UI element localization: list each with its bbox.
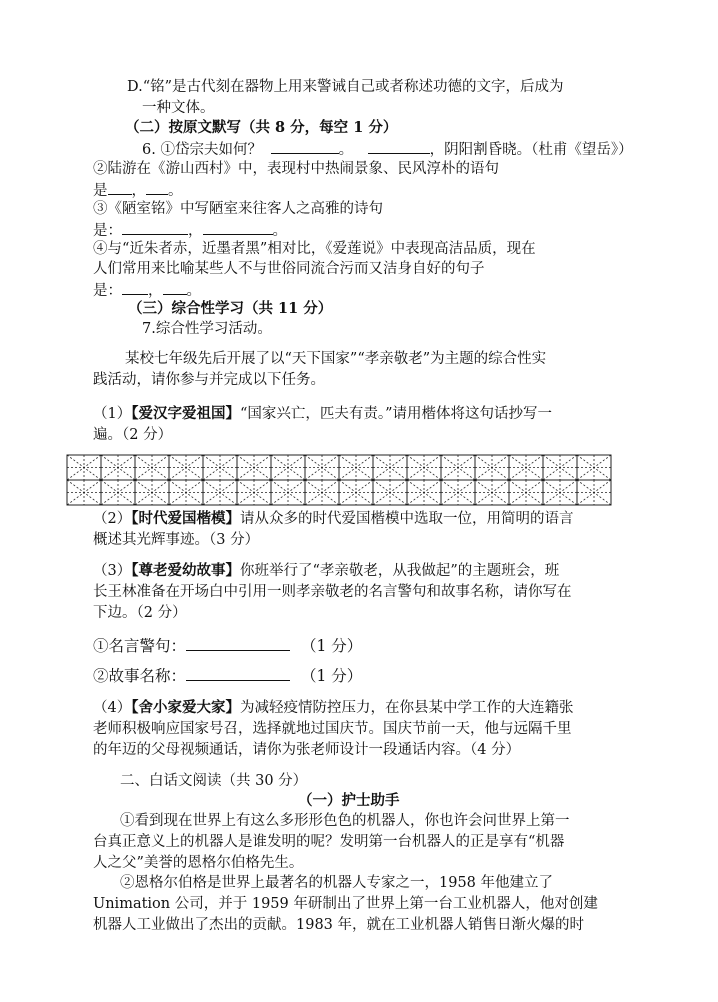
task-number: （2） <box>93 511 132 527</box>
text-line: 下边。（2 分） <box>93 605 187 621</box>
answer-line <box>93 666 362 685</box>
task-number: （3） <box>93 563 132 579</box>
answer-line <box>93 636 362 655</box>
text-line: D.“铭”是古代刻在器物上用来警诫自己或者称述功德的文字，后成为 <box>127 79 564 95</box>
text-line: 的年迈的父母视频通话，请你为张老师设计一段通话内容。（4 分） <box>93 742 521 758</box>
task-title: 【舍小家爱大家】 <box>131 699 240 716</box>
task-title: 【爱汉字爱祖国】 <box>131 405 240 422</box>
punctuation: 。 <box>168 183 183 199</box>
question-line <box>93 280 201 300</box>
score-note: （1 分） <box>300 667 363 685</box>
score-note: （1 分） <box>300 637 363 655</box>
task-text: 你班举行了“孝亲敬老，从我做起”的主题班会，班 <box>239 563 560 579</box>
section-heading: （二）按原文默写（共 8 分，每空 1 分） <box>125 119 398 136</box>
task-line <box>93 405 552 423</box>
answer-blank[interactable] <box>122 280 148 295</box>
text-line: 人们常用来比喻某些人不与世俗同流合污而又洁身自好的句子 <box>93 261 485 277</box>
answer-label: ②故事名称： <box>93 667 187 685</box>
punctuation: 。 <box>338 142 354 158</box>
answer-blank[interactable] <box>203 220 273 235</box>
text-line: 机器人工业做出了杰出的贡献。1983 年，就在工业机器人销售日渐火爆的时 <box>93 917 585 933</box>
writing-grid-svg[interactable] <box>66 454 616 506</box>
answer-blank[interactable] <box>163 280 187 295</box>
punctuation: 。 <box>186 283 201 299</box>
answer-blank[interactable] <box>271 139 339 154</box>
text-line: Unimation 公司，并于 1959 年研制出了世界上第一台工业机器人，他对创建 <box>93 896 598 912</box>
answer-blank[interactable] <box>108 180 132 195</box>
question-text: 是 <box>93 183 108 199</box>
task-title: 【尊老爱幼故事】 <box>131 562 240 579</box>
punctuation: ， <box>131 183 146 199</box>
text-line: 某校七年级先后开展了以“天下国家”“孝亲敬老”为主题的综合性实 <box>125 351 547 367</box>
task-line <box>93 562 559 580</box>
question-line <box>142 139 633 159</box>
text-line: ③《陋室铭》中写陋室来往客人之高雅的诗句 <box>93 201 383 217</box>
punctuation: ， <box>188 223 203 239</box>
text-line: 践活动，请你参与并完成以下任务。 <box>93 372 325 388</box>
text-line: 概述其光辉事迹。（3 分） <box>93 532 260 548</box>
task-number: （4） <box>93 700 132 716</box>
answer-blank[interactable] <box>368 139 430 154</box>
text-line: ①看到现在世界上有这么多形形色色的机器人，你也许会问世界上第一 <box>120 813 570 829</box>
question-line <box>93 180 183 200</box>
question-text: ，阴阳割昏晓。（杜甫《望岳》） <box>429 142 633 158</box>
article-title: （一）护士助手 <box>298 792 400 809</box>
section-heading: 二、白话文阅读（共 30 分） <box>120 773 308 789</box>
text-line: ②恩格尔伯格是世界上最著名的机器人专家之一，1958 年他建立了 <box>120 875 554 891</box>
writing-grid[interactable] <box>66 454 616 506</box>
question-text: 是： <box>93 223 122 239</box>
text-line: 台真正意义上的机器人是谁发明的呢？发明第一台机器人的正是享有“机器 <box>93 834 565 850</box>
question-text: 6. ①岱宗夫如何？ <box>142 142 262 158</box>
answer-blank[interactable] <box>186 666 290 681</box>
question-text: 是： <box>93 283 122 299</box>
answer-label: ①名言警句： <box>93 637 187 655</box>
punctuation: 。 <box>272 223 287 239</box>
text-line: ②陆游在《游山西村》中，表现村中热闹景象、民风淳朴的语句 <box>93 161 499 177</box>
section-heading: （三）综合性学习（共 11 分） <box>128 300 333 317</box>
task-title: 【时代爱国楷模】 <box>131 510 240 527</box>
text-line: 人之父”美誉的恩格尔伯格先生。 <box>93 855 304 871</box>
answer-blank[interactable] <box>186 636 290 651</box>
text-line: 长王林准备在开场白中引用一则孝亲敬老的名言警句和故事名称，请你写在 <box>93 584 572 600</box>
text-line: 7.综合性学习活动。 <box>142 321 272 337</box>
task-line <box>93 699 573 717</box>
answer-blank[interactable] <box>122 220 188 235</box>
task-line <box>93 510 573 528</box>
text-line: 老师积极响应国家号召，选择就地过国庆节。国庆节前一天，他与远隔千里 <box>93 721 572 737</box>
task-text: 为减轻疫情防控压力，在你县某中学工作的大连籍张 <box>239 700 574 716</box>
task-text: 请从众多的时代爱国楷模中选取一位，用简明的语言 <box>239 511 574 527</box>
text-line: 一种文体。 <box>142 100 215 116</box>
punctuation: ， <box>148 283 163 299</box>
text-line: ④与“近朱者赤，近墨者黑”相对比，《爱莲说》中表现高洁品质，现在 <box>93 241 536 257</box>
task-number: （1） <box>93 406 132 422</box>
question-line <box>93 220 287 240</box>
text-line: 遍。（2 分） <box>93 427 173 443</box>
task-text: “国家兴亡，匹夫有责。”请用楷体将这句话抄写一 <box>239 406 553 422</box>
answer-blank[interactable] <box>146 180 168 195</box>
